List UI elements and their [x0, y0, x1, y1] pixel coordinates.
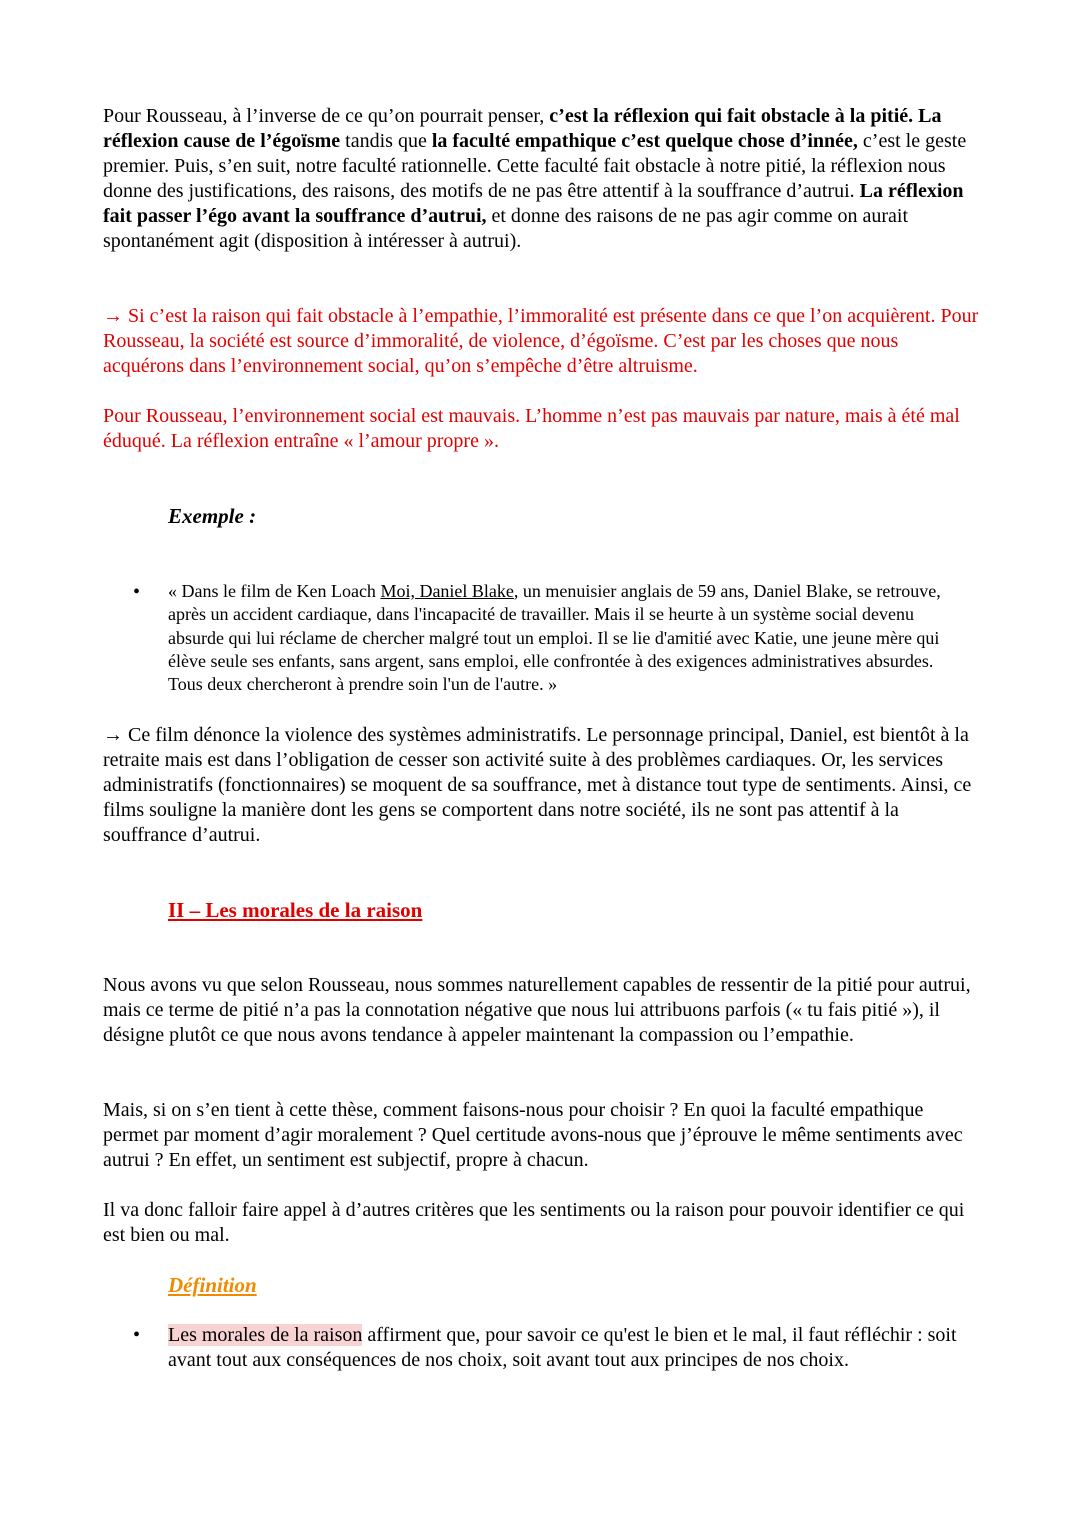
text: Pour Rousseau, à l’inverse de ce qu’on pourrait penser,: [103, 105, 550, 127]
paragraph-rousseau-reflexion: [103, 104, 983, 254]
paragraph-pitie: Nous avons vu que selon Rousseau, nous sommes naturellement capables de ressentir de la pitié pour autrui, mais ce terme de pitié n’a pas la connotation négative que nous lui attribuons parfois (« tu fais pitié »), il désigne plutôt ce que nous avons tendance à appeler maintenant la compassion ou l’empathie.: [103, 974, 971, 1046]
bold-text: la faculté empathique c’est quelque chose d’innée,: [431, 130, 858, 152]
text: et donne des raisons de ne pas agir comme on aurait spontanément agit (disposition à intéresser à autrui).: [103, 205, 909, 252]
text: « Dans le film de Ken Loach: [168, 581, 381, 601]
bold-text: La réflexion fait passer l’égo avant la souffrance d’autrui,: [103, 180, 964, 227]
bullet-icon: •: [133, 581, 141, 603]
section-title: II – Les morales de la raison: [168, 898, 423, 922]
definition-heading: Définition: [168, 1273, 257, 1297]
paragraph-raison-obstacle: → Si c’est la raison qui fait obstacle à l’empathie, l’immoralité est présente dans ce que l’on acquièrent. Pour Rousseau, la société est source d’immoralité, de violence, d’égoïsme. C’est par les choses que nous acquérons dans l’environnement social, qu’on s’empêche d’être altruisme.: [103, 305, 979, 377]
bold-text: c’est la réflexion qui fait obstacle à la pitié. La réflexion cause de l’égoïsme: [103, 105, 942, 152]
film-quote: [168, 580, 968, 696]
text: affirment que, pour savoir ce qu'est le bien et le mal, il faut réfléchir : soit avant tout aux conséquences de nos choix, soit avant tout aux principes de nos choix.: [168, 1324, 957, 1371]
highlighted-term: Les morales de la raison: [168, 1324, 363, 1346]
text: c’est le geste premier. Puis, s’en suit, notre faculté rationnelle. Cette faculté fait obstacle à notre pitié, la réflexion nous donne des justifications, des raisons, des motifs de ne pas être attentif à la souffrance d’autrui.: [103, 130, 967, 202]
paragraph-film-analysis: → Ce film dénonce la violence des systèmes administratifs. Le personnage principal, Daniel, est bientôt à la retraite mais est dans l’obligation de cesser son activité suite à des problèmes cardiaques. Or, les services administratifs (fonctionnaires) se moquent de sa souffrance, met à distance tout type de sentiments. Ainsi, ce films souligne la manière dont les gens se comportent dans notre société, ils ne sont pas attentif à la souffrance d’autrui.: [103, 724, 972, 846]
text: tandis que: [340, 130, 432, 152]
paragraph-criteres: Il va donc falloir faire appel à d’autres critères que les sentiments ou la raison pour pouvoir identifier ce qui est bien ou mal.: [103, 1199, 965, 1246]
text: , un menuisier anglais de 59 ans, Daniel Blake, se retrouve, après un accident cardiaque, dans l'incapacité de travailler. Mais il se heurte à un système social devenu absurde qui lui réclame de chercher malgré tout un emploi. Il se lie d'amitié avec Katie, une jeune mère qui élève seule ses enfants, sans argent, sans emploi, elle confrontée à des exigences administratives absurdes. Tous deux chercheront à prendre soin l'un de l'autre. »: [168, 581, 941, 695]
film-title: Moi, Daniel Blake: [380, 581, 514, 601]
definition-text: [168, 1323, 958, 1373]
example-heading: Exemple :: [168, 504, 257, 528]
paragraph-environnement-social: Pour Rousseau, l’environnement social est mauvais. L’homme n’est pas mauvais par nature, mais à été mal éduqué. La réflexion entraîne « l’amour propre ».: [103, 405, 960, 452]
bullet-icon: •: [133, 1324, 141, 1346]
paragraph-questions: Mais, si on s’en tient à cette thèse, comment faisons-nous pour choisir ? En quoi la faculté empathique permet par moment d’agir moralement ? Quel certitude avons-nous que j’éprouve le même sentiments avec autrui ? En effet, un sentiment est subjectif, propre à chacun.: [103, 1099, 963, 1171]
